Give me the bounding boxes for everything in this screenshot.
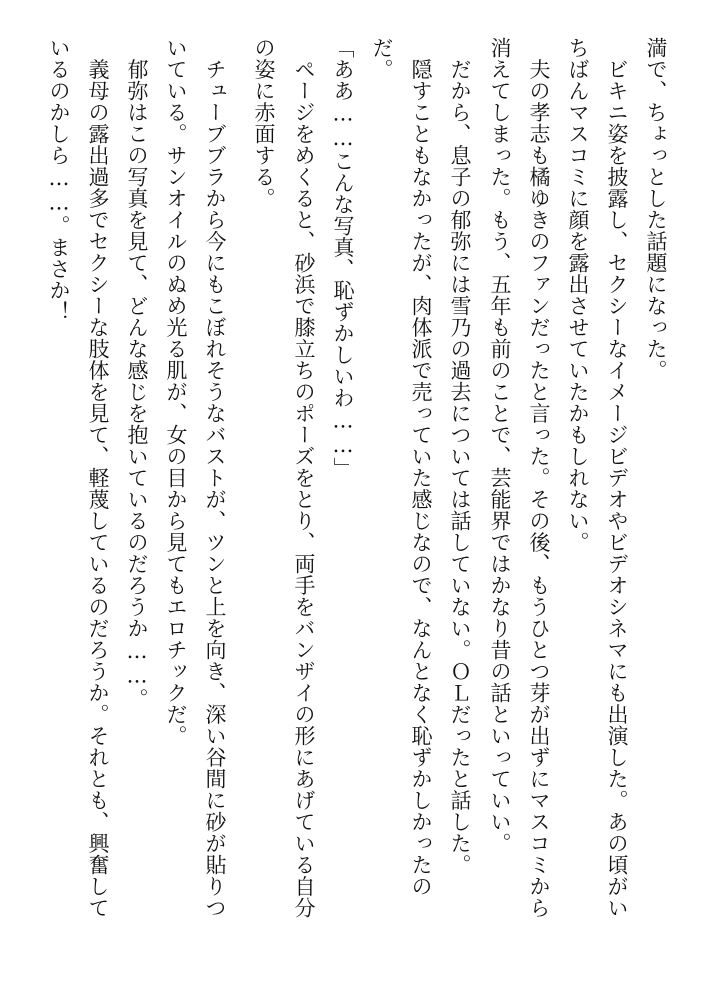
text-column: チューブブラから今にもこぼれそうなバストが、ツンと上を向き、深い谷間に砂が貼りつ xyxy=(203,37,227,919)
text-column: 消えてしまった。もう、五年も前のことで、芸能界ではかなり昔の話といっていい。 xyxy=(488,37,512,854)
text-column: いるのかしら……。まさか！ xyxy=(47,37,71,323)
text-column: いている。サンオイルのぬめ光る肌が、女の目から見てもエロチックだ。 xyxy=(164,37,188,747)
text-column: の姿に赤面する。 xyxy=(252,37,276,209)
text-column: だ。 xyxy=(370,37,394,80)
text-column: 隠すこともなかったが、肉体派で売っていた感じなので、なんとなく恥ずかしかったの xyxy=(409,37,433,897)
text-column: だから、息子の郁弥には雪乃の過去については話していない。ＯＬだったと話した。 xyxy=(448,37,472,876)
text-column: 夫の孝志も橘ゆきのファンだったと言った。その後、もうひとつ芽が出ずにマスコミから xyxy=(527,37,551,919)
text-column: 「ああ……こんな写真、恥ずかしいわ……」 xyxy=(331,37,355,479)
text-column: ちばんマスコミに顔を露出させていたかもしれない。 xyxy=(566,37,590,553)
text-column: ビキニ姿を披露し、セクシーなイメージビデオやビデオシネマにも出演した。あの頃がい xyxy=(605,37,629,919)
text-column: 義母の露出過多でセクシーな肢体を見て、軽蔑しているのだろうか。それとも、興奮して xyxy=(86,37,110,919)
text-column: 満で、ちょっとした話題になった。 xyxy=(644,37,668,381)
text-column: ページをめくると、砂浜で膝立ちのポーズをとり、両手をバンザイの形にあげている自分 xyxy=(292,37,316,919)
text-column: 郁弥はこの写真を見て、どんな感じを抱いているのだろうか……。 xyxy=(125,37,149,710)
